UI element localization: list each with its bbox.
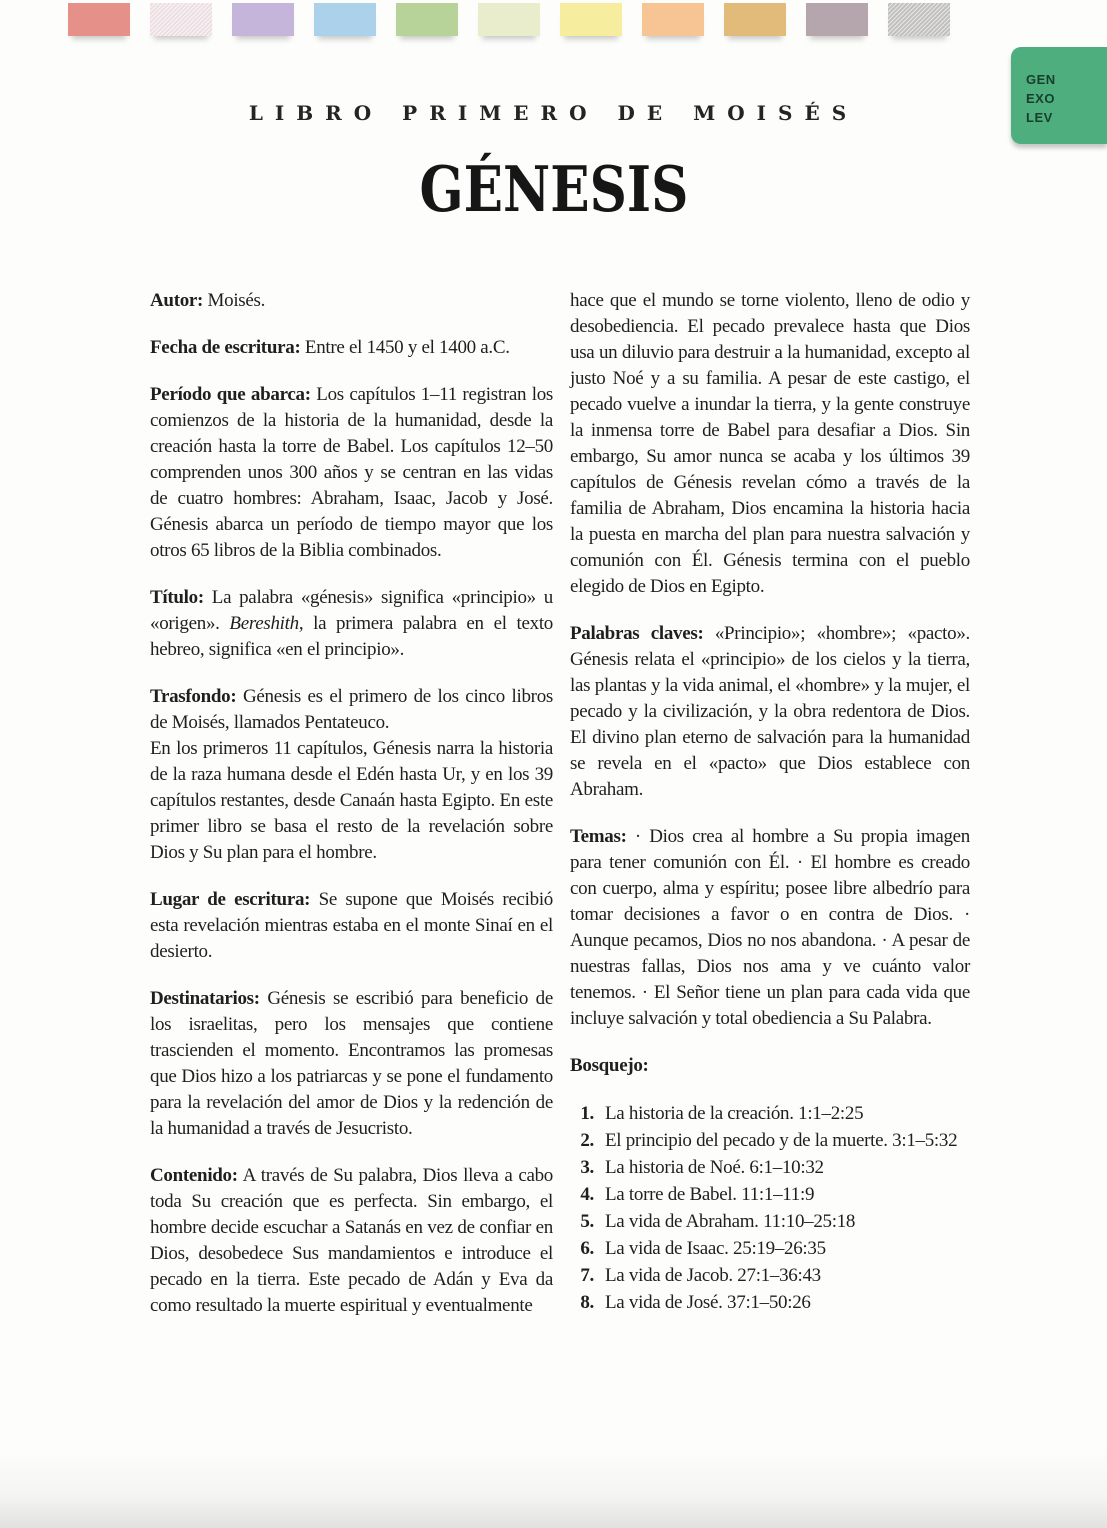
color-swatch — [396, 3, 458, 36]
section-label: Fecha de escritura: — [150, 337, 301, 358]
section-autor — [150, 288, 553, 314]
section-text: Moisés. — [203, 290, 266, 311]
section-text: Los capítulos 1–11 registran los comienzos de la historia de la humanidad, desde la creación hasta la torre de Babel. Los capítulos 12–50 comprenden unos 300 años y se centran en las vidas de cuatro hombres: Abraham, Isaac, Jacob y José. Génesis abarca un período de tiempo mayor que los otros 65 libros de la Biblia combinados. — [150, 384, 553, 561]
section-trasfondo — [150, 684, 553, 866]
outline-item — [570, 1289, 970, 1316]
color-swatch — [806, 3, 868, 36]
section-label: Título: — [150, 587, 204, 608]
color-swatch — [642, 3, 704, 36]
book-kicker: LIBRO PRIMERO DE MOISÉS — [248, 101, 859, 125]
section-fecha — [150, 335, 553, 361]
section-palabras-claves — [570, 621, 970, 803]
color-swatch — [232, 3, 294, 36]
outline-item — [570, 1208, 970, 1235]
color-swatch — [560, 3, 622, 36]
left-column — [150, 288, 553, 1340]
section-text: «Principio»; «hombre»; «pacto». Génesis relata el «principio» de los cielos y la tierra, las plantas y la vida animal, el «hombre» y la mujer, el pecado y la civilización, y la obra redentora de Dios. El divino plan eterno de salvación para la humanidad se revela en el «pacto» que Dios establece con Abraham. — [570, 623, 970, 800]
section-text: hace que el mundo se torne violento, lleno de odio y desobediencia. El pecado prevalece hasta que Dios usa un diluvio para destruir a la humanidad, excepto al justo Noé y a su familia. A pesar de este castigo, el pecado vuelve a inundar la tierra, y la gente construye la inmensa torre de Babel para desafiar a Dios. Sin embargo, Su amor nunca se acaba y los últimos 39 capítulos de Génesis revelan cómo a través de la familia de Abraham, Dios encamina la historia hacia la puesta en marcha del plan para nuestra salvación y comunión con Él. Génesis termina con el pueblo elegido de Dios en Egipto. — [570, 290, 970, 597]
section-label: Palabras claves: — [570, 623, 704, 644]
thumb-tab-label-lev: LEV — [1026, 110, 1053, 125]
section-label: Trasfondo: — [150, 686, 237, 707]
section-text: Se supone que Moisés recibió esta revelación mientras estaba en el monte Sinaí en el desierto. — [150, 889, 553, 962]
page-bottom-shading — [0, 1448, 1107, 1528]
section-label: Bosquejo: — [570, 1055, 649, 1076]
color-swatch — [68, 3, 130, 36]
color-tab-strip — [68, 3, 950, 36]
outline-text: La torre de Babel. 11:1–11:9 — [605, 1184, 815, 1205]
outline-item — [570, 1262, 970, 1289]
section-text: En los primeros 11 capítulos, Génesis narra la historia de la raza humana desde el Edén hasta Ur, y en los 39 capítulos restantes, desde Canaán hasta Egipto. En este primer libro se basa el resto de la revelación sobre Dios y Su plan para el hombre. — [150, 738, 553, 863]
section-temas — [570, 824, 970, 1032]
outline-number: 2. — [580, 1130, 594, 1151]
outline-text: La vida de Jacob. 27:1–36:43 — [605, 1265, 821, 1286]
color-swatch — [478, 3, 540, 36]
outline-number: 6. — [580, 1238, 594, 1259]
outline-number: 4. — [580, 1184, 594, 1205]
outline-item — [570, 1181, 970, 1208]
outline-item — [570, 1235, 970, 1262]
thumb-tab-label-exo: EXO — [1026, 91, 1055, 106]
outline-text: La vida de Abraham. 11:10–25:18 — [605, 1211, 856, 1232]
color-swatch — [724, 3, 786, 36]
section-bosquejo — [570, 1053, 970, 1079]
book-title-text: GÉNESIS — [419, 152, 688, 226]
section-lugar — [150, 887, 553, 965]
outline-number: 5. — [580, 1211, 594, 1232]
section-text: Génesis es el primero de los cinco libros de Moisés, llamados Pentateuco. — [150, 686, 553, 733]
book-thumb-tab — [1011, 47, 1107, 144]
outline-list — [570, 1100, 970, 1316]
section-destinatarios — [150, 986, 553, 1142]
section-text: Entre el 1450 y el 1400 a.C. — [300, 337, 510, 358]
section-text: A través de Su palabra, Dios lleva a cabo toda Su creación que es perfecta. Sin embargo, el hombre decide escuchar a Satanás en vez de confiar en Dios, desobedece Sus mandamientos e introduce el pecado en la tierra. Este pecado de Adán y Eva da como resultado la muerte espiritual y eventualmente — [150, 1165, 553, 1316]
section-titulo — [150, 585, 553, 663]
section-text: Génesis se escribió para beneficio de los israelitas, pero los mensajes que contiene trascienden el momento. Encontramos las promesas que Dios hizo a los patriarcas y se pone el fundamento para la revelación del amor de Dios y la redención de la humanidad a través de Jesucristo. — [150, 988, 553, 1139]
color-swatch — [888, 3, 950, 36]
outline-text: La historia de Noé. 6:1–10:32 — [605, 1157, 824, 1178]
outline-item — [570, 1154, 970, 1181]
outline-item — [570, 1127, 970, 1154]
color-swatch — [314, 3, 376, 36]
outline-text: La vida de Isaac. 25:19–26:35 — [605, 1238, 826, 1259]
section-label: Período que abarca: — [150, 384, 311, 405]
outline-text: La historia de la creación. 1:1–2:25 — [605, 1103, 864, 1124]
page-content — [150, 288, 970, 1340]
section-text: , la primera palabra en el texto hebreo, significa «en el principio». — [150, 613, 553, 660]
outline-item — [570, 1100, 970, 1127]
outline-number: 8. — [580, 1292, 594, 1313]
outline-number: 7. — [580, 1265, 594, 1286]
section-label: Autor: — [150, 290, 204, 311]
section-label: Contenido: — [150, 1165, 238, 1186]
outline-text: La vida de José. 37:1–50:26 — [605, 1292, 811, 1313]
right-column — [570, 288, 970, 1340]
color-swatch — [150, 3, 212, 36]
book-title — [0, 152, 1107, 226]
section-label: Destinatarios: — [150, 988, 260, 1009]
section-text: · Dios crea al hombre a Su propia imagen para tener comunión con Él. · El hombre es creado con cuerpo, alma y espíritu; posee libre albedrío para tomar decisiones a favor o en contra de Dios. · Aunque pecamos, Dios no nos abandona. · A pesar de nuestras fallas, Dios nos ama y ve cuánto valor tenemos. · El Señor tiene un plan para cada vida que incluye salvación y total obediencia a Su Palabra. — [570, 826, 970, 1029]
section-contenido — [150, 1163, 553, 1319]
section-contenido-continuation — [570, 288, 970, 600]
section-text-italic: Bereshith — [229, 613, 299, 634]
outline-number: 3. — [580, 1157, 594, 1178]
thumb-tab-label-gen: GEN — [1026, 72, 1056, 87]
section-periodo — [150, 382, 553, 564]
section-label: Lugar de escritura: — [150, 889, 311, 910]
section-text: La palabra «génesis» significa «principio» u «origen». — [150, 587, 553, 634]
outline-number: 1. — [580, 1103, 594, 1124]
section-label: Temas: — [570, 826, 627, 847]
outline-text: El principio del pecado y de la muerte. 3:1–5:32 — [605, 1130, 958, 1151]
